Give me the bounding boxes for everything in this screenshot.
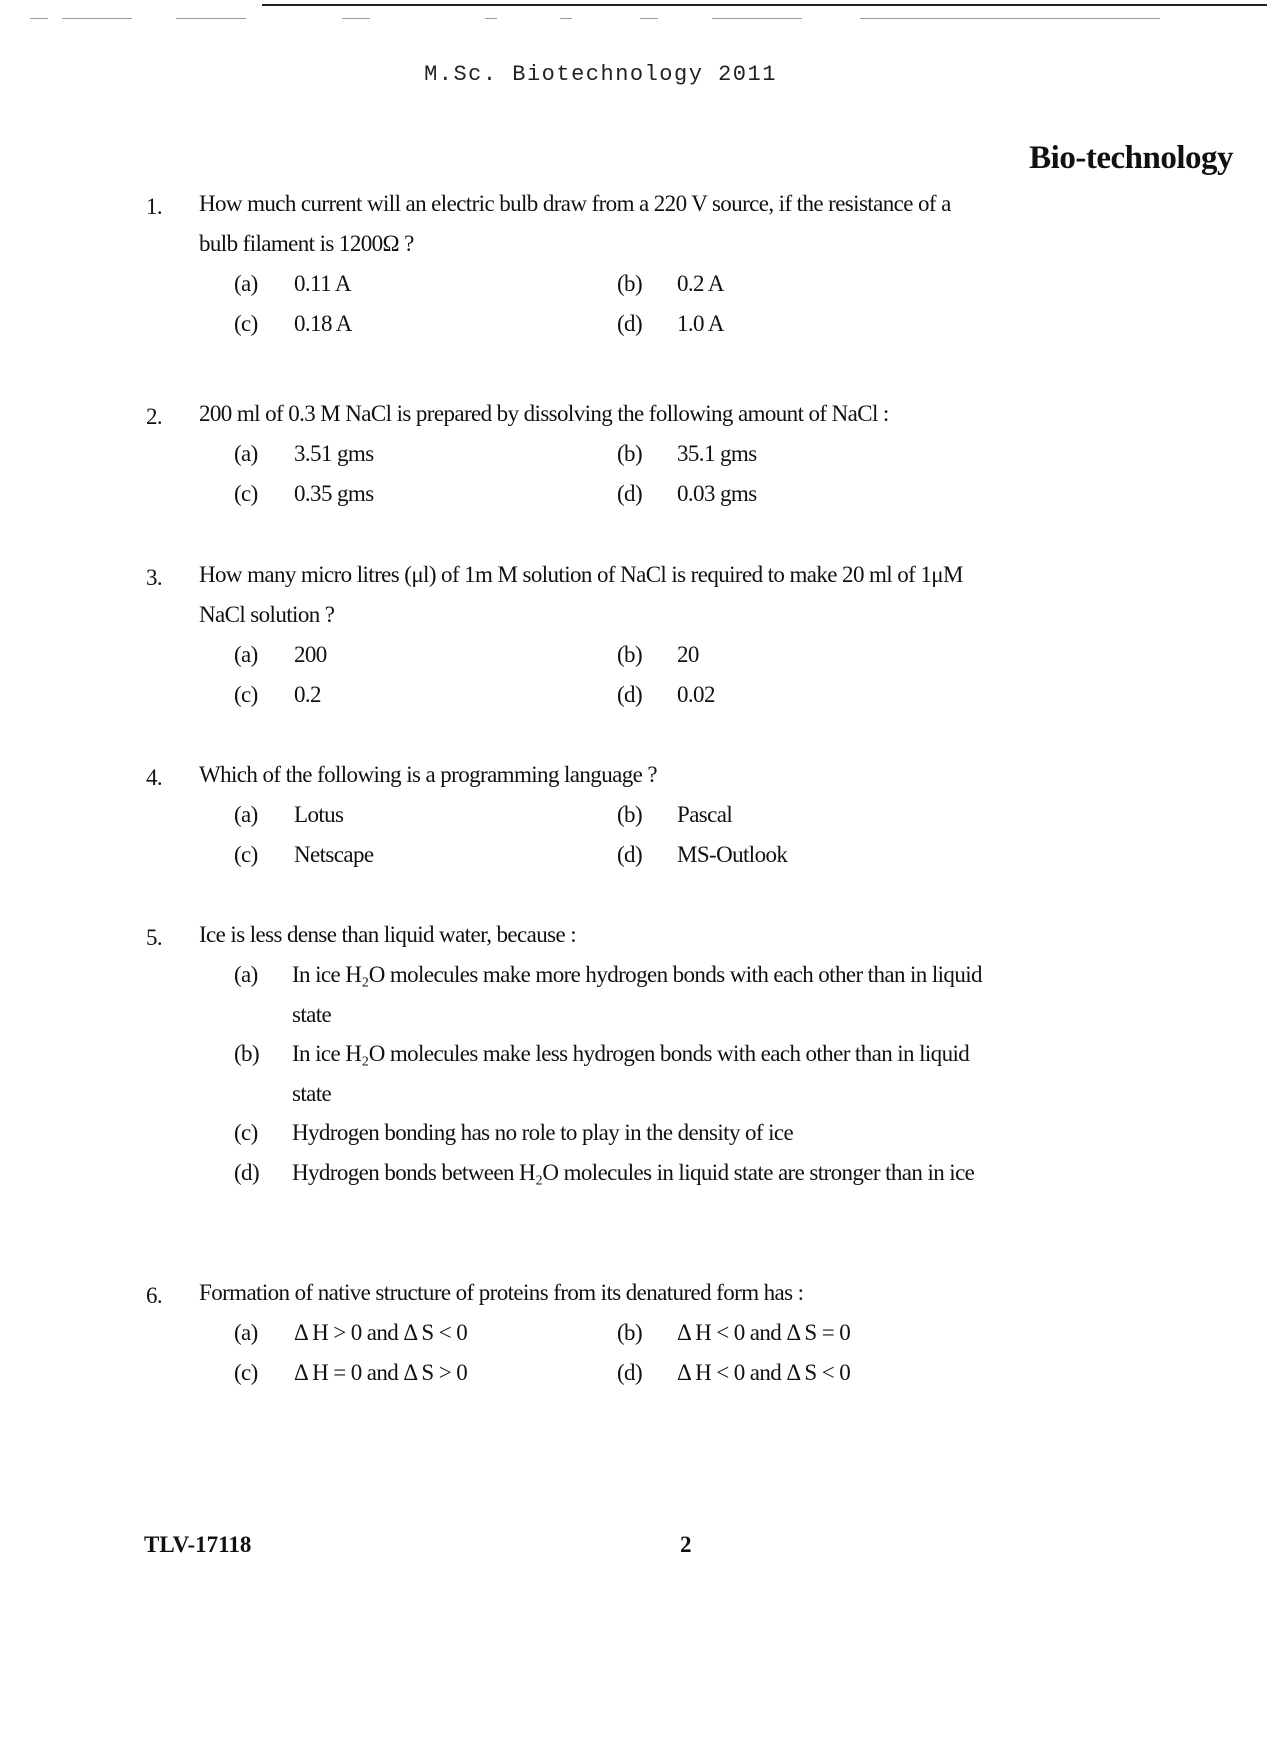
option-label: (a) bbox=[234, 441, 258, 466]
option-label: (a) bbox=[234, 962, 258, 987]
option-label: (b) bbox=[617, 441, 643, 466]
question-text: How many micro litres (μl) of 1m M solution of NaCl is required to make 20 ml of 1μM NaCl solution ? bbox=[199, 562, 963, 627]
scan-dash bbox=[485, 18, 497, 19]
option-d bbox=[617, 1353, 850, 1393]
option-c bbox=[234, 304, 352, 344]
option-text: In ice H₂O molecules make more hydrogen bonds with each other than in liquid state bbox=[292, 962, 982, 1027]
question-text: How much current will an electric bulb draw from a 220 V source, if the resistance of a bulb filament is 1200Ω ? bbox=[199, 191, 951, 256]
option-text: Δ H = 0 and Δ S > 0 bbox=[294, 1360, 468, 1385]
question-number: 1. bbox=[146, 194, 163, 219]
option-text: Δ H < 0 and Δ S < 0 bbox=[677, 1360, 851, 1385]
option-text: MS-Outlook bbox=[677, 842, 788, 867]
option-text: In ice H₂O molecules make less hydrogen bonds with each other than in liquid state bbox=[292, 1041, 970, 1106]
option-a bbox=[234, 264, 351, 304]
top-rule bbox=[262, 4, 1267, 6]
option-text: 0.03 gms bbox=[677, 481, 757, 506]
option-c bbox=[234, 1113, 994, 1153]
option-text: 20 bbox=[677, 642, 699, 667]
option-a bbox=[234, 434, 374, 474]
option-label: (a) bbox=[234, 802, 258, 827]
question-number: 6. bbox=[146, 1283, 163, 1308]
option-label: (b) bbox=[617, 802, 643, 827]
option-label: (c) bbox=[234, 311, 258, 336]
option-label: (c) bbox=[234, 682, 258, 707]
option-label: (c) bbox=[234, 481, 258, 506]
option-c bbox=[234, 835, 374, 875]
paper-code: TLV-17118 bbox=[144, 1532, 252, 1557]
scan-dash bbox=[62, 18, 132, 19]
option-label: (b) bbox=[617, 642, 643, 667]
option-d bbox=[617, 474, 757, 514]
option-d bbox=[617, 304, 724, 344]
option-b bbox=[617, 1313, 850, 1353]
option-label: (a) bbox=[234, 271, 258, 296]
option-label: (b) bbox=[234, 1041, 260, 1066]
option-text: 0.2 A bbox=[677, 271, 724, 296]
option-label: (d) bbox=[234, 1160, 260, 1185]
question-text: Formation of native structure of proteins from its denatured form has : bbox=[199, 1280, 804, 1305]
option-a bbox=[234, 955, 994, 1035]
option-d bbox=[234, 1153, 994, 1193]
option-label: (d) bbox=[617, 311, 643, 336]
option-text: 35.1 gms bbox=[677, 441, 757, 466]
option-text: 0.02 bbox=[677, 682, 715, 707]
option-d bbox=[617, 835, 787, 875]
scan-dash bbox=[712, 18, 802, 19]
option-a bbox=[234, 795, 343, 835]
option-text: 0.18 A bbox=[294, 311, 352, 336]
option-b bbox=[617, 795, 732, 835]
option-text: 0.2 bbox=[294, 682, 321, 707]
option-text: 3.51 gms bbox=[294, 441, 374, 466]
question-text: Which of the following is a programming language ? bbox=[199, 762, 657, 787]
option-b bbox=[234, 1034, 994, 1114]
option-label: (c) bbox=[234, 1120, 258, 1145]
option-c bbox=[234, 675, 321, 715]
page-number: 2 bbox=[680, 1532, 692, 1557]
scan-dash bbox=[640, 18, 658, 19]
option-text: Δ H < 0 and Δ S = 0 bbox=[677, 1320, 851, 1345]
option-label: (d) bbox=[617, 842, 643, 867]
option-text: 200 bbox=[294, 642, 327, 667]
option-text: 1.0 A bbox=[677, 311, 724, 336]
option-label: (c) bbox=[234, 1360, 258, 1385]
section-title: Bio-technology bbox=[1029, 140, 1233, 176]
option-label: (a) bbox=[234, 642, 258, 667]
option-b bbox=[617, 264, 724, 304]
option-text: 0.35 gms bbox=[294, 481, 374, 506]
scan-dash bbox=[560, 18, 572, 19]
exam-title: M.Sc. Biotechnology 2011 bbox=[424, 62, 777, 87]
option-text: Netscape bbox=[294, 842, 374, 867]
option-b bbox=[617, 635, 699, 675]
option-text: Δ H > 0 and Δ S < 0 bbox=[294, 1320, 468, 1345]
option-label: (a) bbox=[234, 1320, 258, 1345]
question-number: 3. bbox=[146, 565, 163, 590]
option-b bbox=[617, 434, 757, 474]
question-number: 5. bbox=[146, 925, 163, 950]
scan-dash bbox=[30, 18, 48, 19]
option-label: (c) bbox=[234, 842, 258, 867]
option-text: Pascal bbox=[677, 802, 733, 827]
option-label: (d) bbox=[617, 481, 643, 506]
option-c bbox=[234, 474, 374, 514]
scan-dash bbox=[860, 18, 1160, 19]
option-text: Hydrogen bonds between H₂O molecules in liquid state are stronger than in ice bbox=[292, 1160, 975, 1185]
option-label: (d) bbox=[617, 682, 643, 707]
option-label: (b) bbox=[617, 271, 643, 296]
option-text: 0.11 A bbox=[294, 271, 351, 296]
option-label: (d) bbox=[617, 1360, 643, 1385]
scan-dash bbox=[176, 18, 246, 19]
option-text: Lotus bbox=[294, 802, 344, 827]
question-text: 200 ml of 0.3 M NaCl is prepared by dissolving the following amount of NaCl : bbox=[199, 401, 889, 426]
option-a bbox=[234, 1313, 467, 1353]
option-a bbox=[234, 635, 327, 675]
option-c bbox=[234, 1353, 467, 1393]
question-number: 4. bbox=[146, 765, 163, 790]
question-number: 2. bbox=[146, 404, 163, 429]
option-label: (b) bbox=[617, 1320, 643, 1345]
question-text: Ice is less dense than liquid water, because : bbox=[199, 922, 577, 947]
option-text: Hydrogen bonding has no role to play in the density of ice bbox=[292, 1120, 794, 1145]
option-d bbox=[617, 675, 715, 715]
scan-dash bbox=[342, 18, 370, 19]
